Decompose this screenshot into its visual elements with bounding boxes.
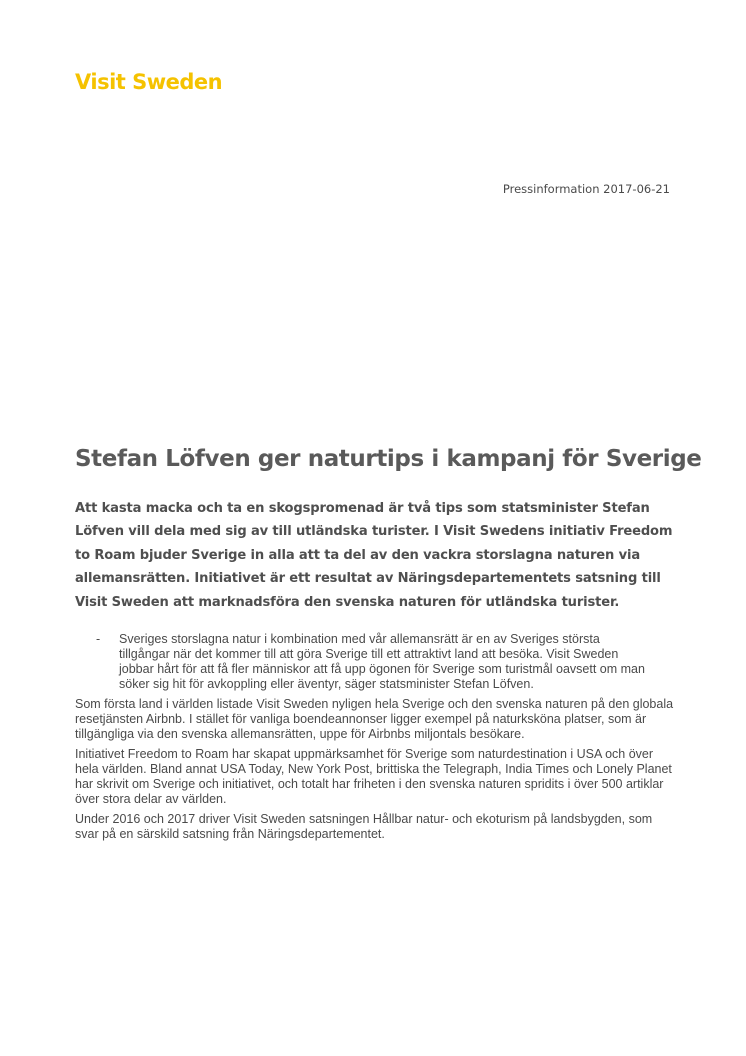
- quote-list-item: [75, 632, 675, 692]
- visit-sweden-logo: Visit Sweden: [75, 70, 223, 94]
- quote-bullet: -: [96, 632, 101, 646]
- article-body: [75, 632, 675, 847]
- press-release-date: Pressinformation 2017-06-21: [502, 182, 670, 196]
- quote-text: Sveriges storslagna natur i kombination med vår allemansrätt är en av Sveriges största tillgångar när det kommer till att göra Sverige till ett attraktivt land att besöka. Visit Sweden jobbar hårt för att få fler människor att få upp ögonen för Sverige som turistmål oavsett om man söker sig hit för avkoppling eller äventyr, säger statsminister Stefan Löfven.: [119, 632, 645, 691]
- article-ingress: Att kasta macka och ta en skogspromenad är två tips som statsminister Stefan Löfven vill dela med sig av till utländska turister. I Visit Swedens initiativ Freedom to Roam bjuder Sverige in alla att ta del av den vackra storslagna naturen via allemansrätten. Initiativet är ett resultat av Näringsdepartementets satsning till Visit Sweden att marknadsföra den svenska naturen för utländska turister.: [75, 501, 673, 610]
- article-title: Stefan Löfven ger naturtips i kampanj för Sverige: [75, 446, 702, 472]
- body-paragraph-airbnb: Som första land i världen listade Visit Sweden nyligen hela Sverige och den svenska naturen på den globala resetjänsten Airbnb. I stället för vanliga boendeannonser ligger exempel på naturksköna platser, som är tillgängliga via den svenska allemansrätten, uppe för Airbnbs miljontals besökare.: [75, 697, 674, 741]
- body-paragraph-ekoturism: Under 2016 och 2017 driver Visit Sweden satsningen Hållbar natur- och ekoturism på landsbygden, som svar på en särskild satsning från Näringsdepartementet.: [75, 812, 653, 841]
- body-paragraph-freedom-to-roam: Initiativet Freedom to Roam har skapat uppmärksamhet för Sverige som naturdestination i USA och över hela världen. Bland annat USA Today, New York Post, brittiska the Telegraph, India Times och Lonely Planet har skrivit om Sverige och initiativet, och totalt har friheten i den svenska naturen spridits i över 500 artiklar över stora delar av världen.: [75, 747, 672, 806]
